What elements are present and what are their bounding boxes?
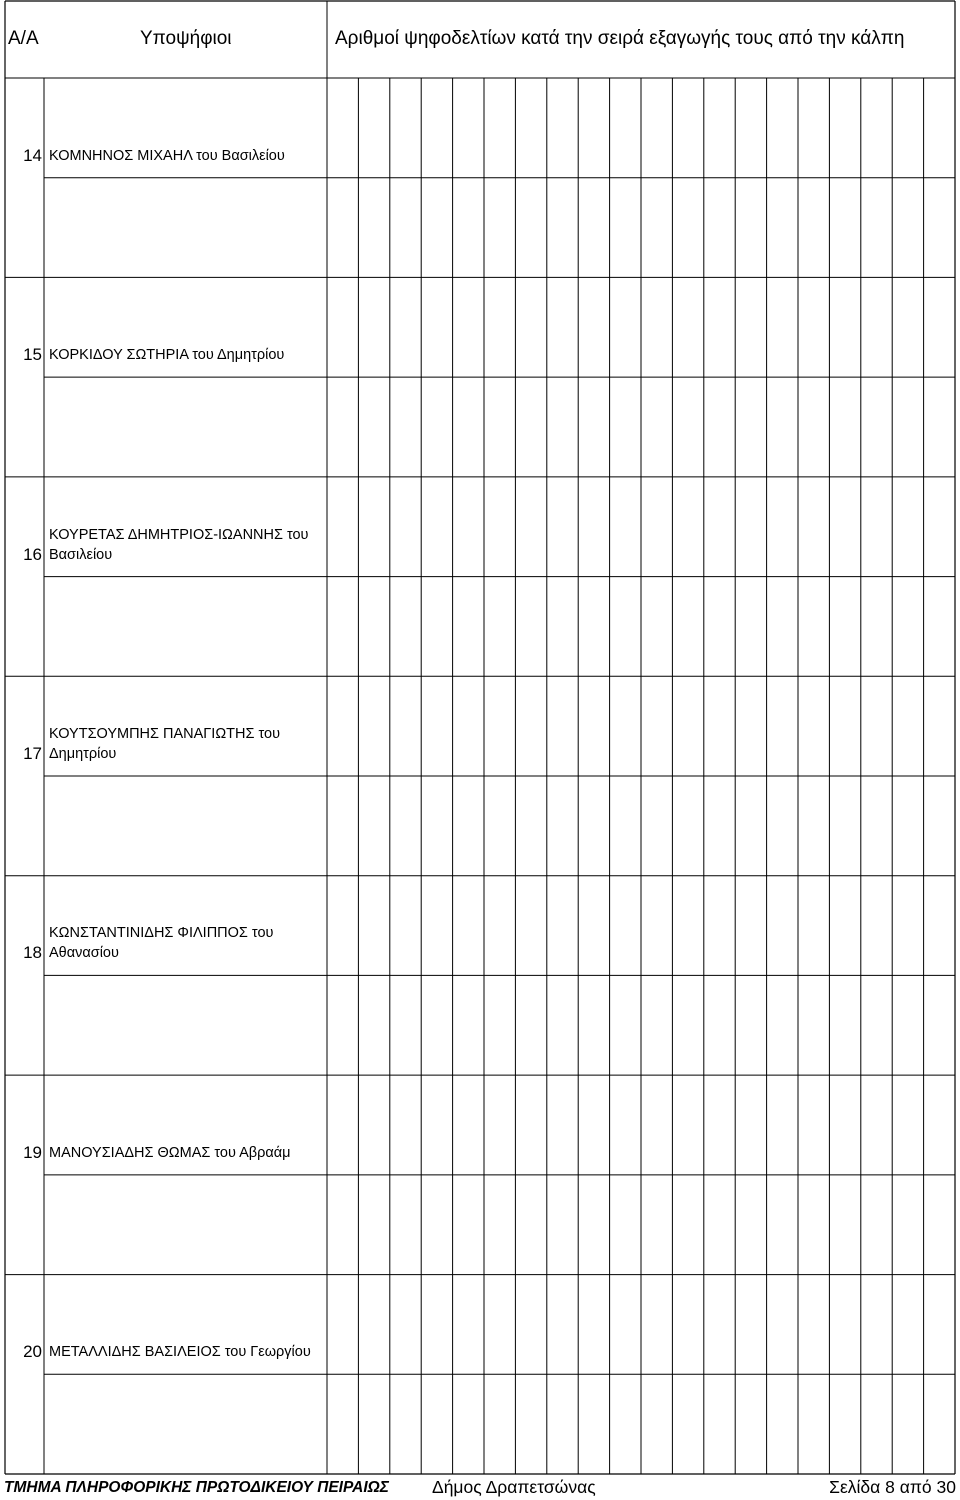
- footer-department: ΤΜΗΜΑ ΠΛΗΡΟΦΟΡΙΚΗΣ ΠΡΩΤΟΔΙΚΕΙΟΥ ΠΕΙΡΑΙΩΣ: [4, 1479, 389, 1496]
- candidate-name: ΚΟΥΤΣΟΥΜΠΗΣ ΠΑΝΑΓΙΩΤΗΣ του Δημητρίου: [49, 726, 281, 762]
- candidate-number: 19: [23, 1142, 42, 1162]
- header-aa: Α/Α: [8, 28, 39, 49]
- header-candidates: Υποψήφιοι: [140, 28, 232, 49]
- candidate-number: 15: [23, 345, 42, 365]
- footer-municipality: Δήμος Δραπετσώνας: [432, 1477, 596, 1497]
- candidate-number: 14: [23, 145, 42, 165]
- footer-page-number: Σελίδα 8 από 30: [829, 1477, 956, 1497]
- candidate-number: 17: [23, 744, 42, 763]
- candidate-number: 16: [23, 544, 42, 564]
- candidate-name: ΚΩΝΣΤΑΝΤΙΝΙΔΗΣ ΦΙΛΙΠΠΟΣ του Αθανασίου: [49, 925, 274, 962]
- candidate-name: ΜΑΝΟΥΣΙΑΔΗΣ ΘΩΜΑΣ του Αβραάμ: [49, 1144, 291, 1161]
- header-ballot-numbers: Αριθμοί ψηφοδελτίων κατά την σειρά εξαγωγής τους από την κάλπη: [335, 28, 905, 49]
- candidate-number: 20: [23, 1342, 42, 1362]
- candidate-name: ΚΟΜΝΗΝΟΣ ΜΙΧΑΗΛ του Βασιλείου: [49, 147, 285, 164]
- candidate-name: ΜΕΤΑΛΛΙΔΗΣ ΒΑΣΙΛΕΙΟΣ του Γεωργίου: [49, 1344, 311, 1361]
- candidate-name: ΚΟΡΚΙΔΟΥ ΣΩΤΗΡΙΑ του Δημητρίου: [49, 347, 285, 364]
- page-footer: [0, 1474, 960, 1500]
- candidate-number: 18: [23, 943, 42, 963]
- candidate-name: ΚΟΥΡΕΤΑΣ ΔΗΜΗΤΡΙΟΣ-ΙΩΑΝΝΗΣ του Βασιλείου: [49, 526, 309, 563]
